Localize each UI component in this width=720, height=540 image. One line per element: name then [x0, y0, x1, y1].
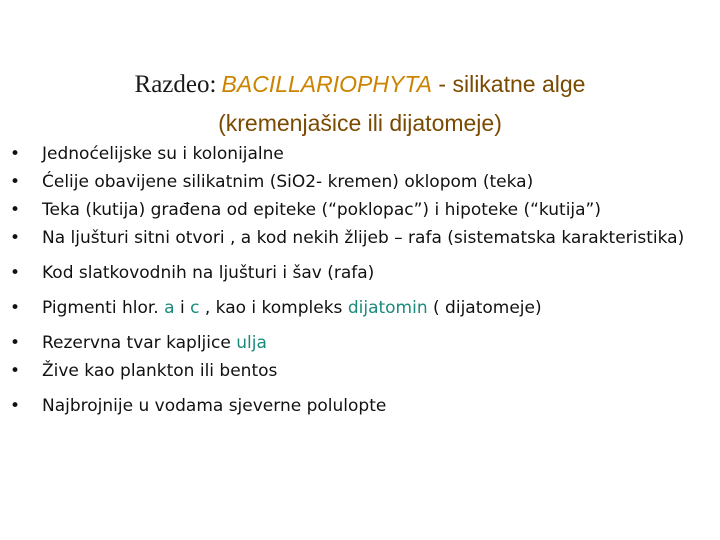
list-item-text: Kod slatkovodnih na ljušturi i šav (rafa) — [42, 263, 375, 283]
title-division-name: BACILLARIOPHYTA — [221, 71, 433, 97]
list-item-text: Na ljušturi sitni otvori , a kod nekih žlijeb – rafa (sistematska karakteristika) — [42, 228, 685, 248]
list-item — [10, 357, 710, 385]
title-prefix: Razdeo: — [134, 71, 217, 98]
title-suffix: - silikatne alge — [432, 71, 586, 97]
bullet-icon: • — [10, 144, 21, 164]
bullet-icon: • — [10, 298, 21, 318]
list-item — [10, 392, 710, 420]
text-run: i — [174, 298, 191, 318]
text-run: Rezervna tvar kapljice — [42, 333, 237, 353]
pigment-a: a — [164, 298, 175, 318]
bullet-list — [10, 140, 710, 420]
list-item-text: Žive kao plankton ili bentos — [42, 361, 278, 381]
title-line-2: (kremenjašice ili dijatomeje) — [218, 110, 502, 136]
bullet-icon: • — [10, 200, 21, 220]
title-line-1 — [0, 66, 720, 105]
text-run: ( dijatomeje) — [427, 298, 542, 318]
list-item — [10, 224, 710, 252]
list-item — [10, 168, 710, 196]
list-item — [10, 329, 710, 357]
pigment-c: c — [190, 298, 200, 318]
text-run: Pigmenti hlor. — [42, 298, 165, 318]
bullet-icon: • — [10, 263, 21, 283]
bullet-icon: • — [10, 228, 21, 248]
bullet-icon: • — [10, 333, 21, 353]
list-item — [10, 140, 710, 168]
list-item — [10, 196, 710, 224]
pigment-dijatomin: dijatomin — [347, 298, 428, 318]
slide-title — [0, 66, 720, 141]
list-item — [10, 259, 710, 287]
bullet-icon: • — [10, 396, 21, 416]
list-item-text: Ćelije obavijene silikatnim (SiO2- kremen) oklopom (teka) — [42, 172, 534, 192]
list-item-text — [42, 298, 542, 318]
list-item-text: Teka (kutija) građena od epiteke (“poklopac”) i hipoteke (“kutija”) — [42, 200, 601, 220]
bullet-icon: • — [10, 361, 21, 381]
bullet-icon: • — [10, 172, 21, 192]
list-item-text — [42, 333, 267, 353]
list-item-text: Jednoćelijske su i kolonijalne — [42, 144, 284, 164]
reserve-oil: ulja — [236, 333, 267, 353]
text-run: , kao i kompleks — [199, 298, 348, 318]
list-item-text: Najbrojnije u vodama sjeverne polulopte — [42, 396, 387, 416]
list-item — [10, 294, 710, 322]
